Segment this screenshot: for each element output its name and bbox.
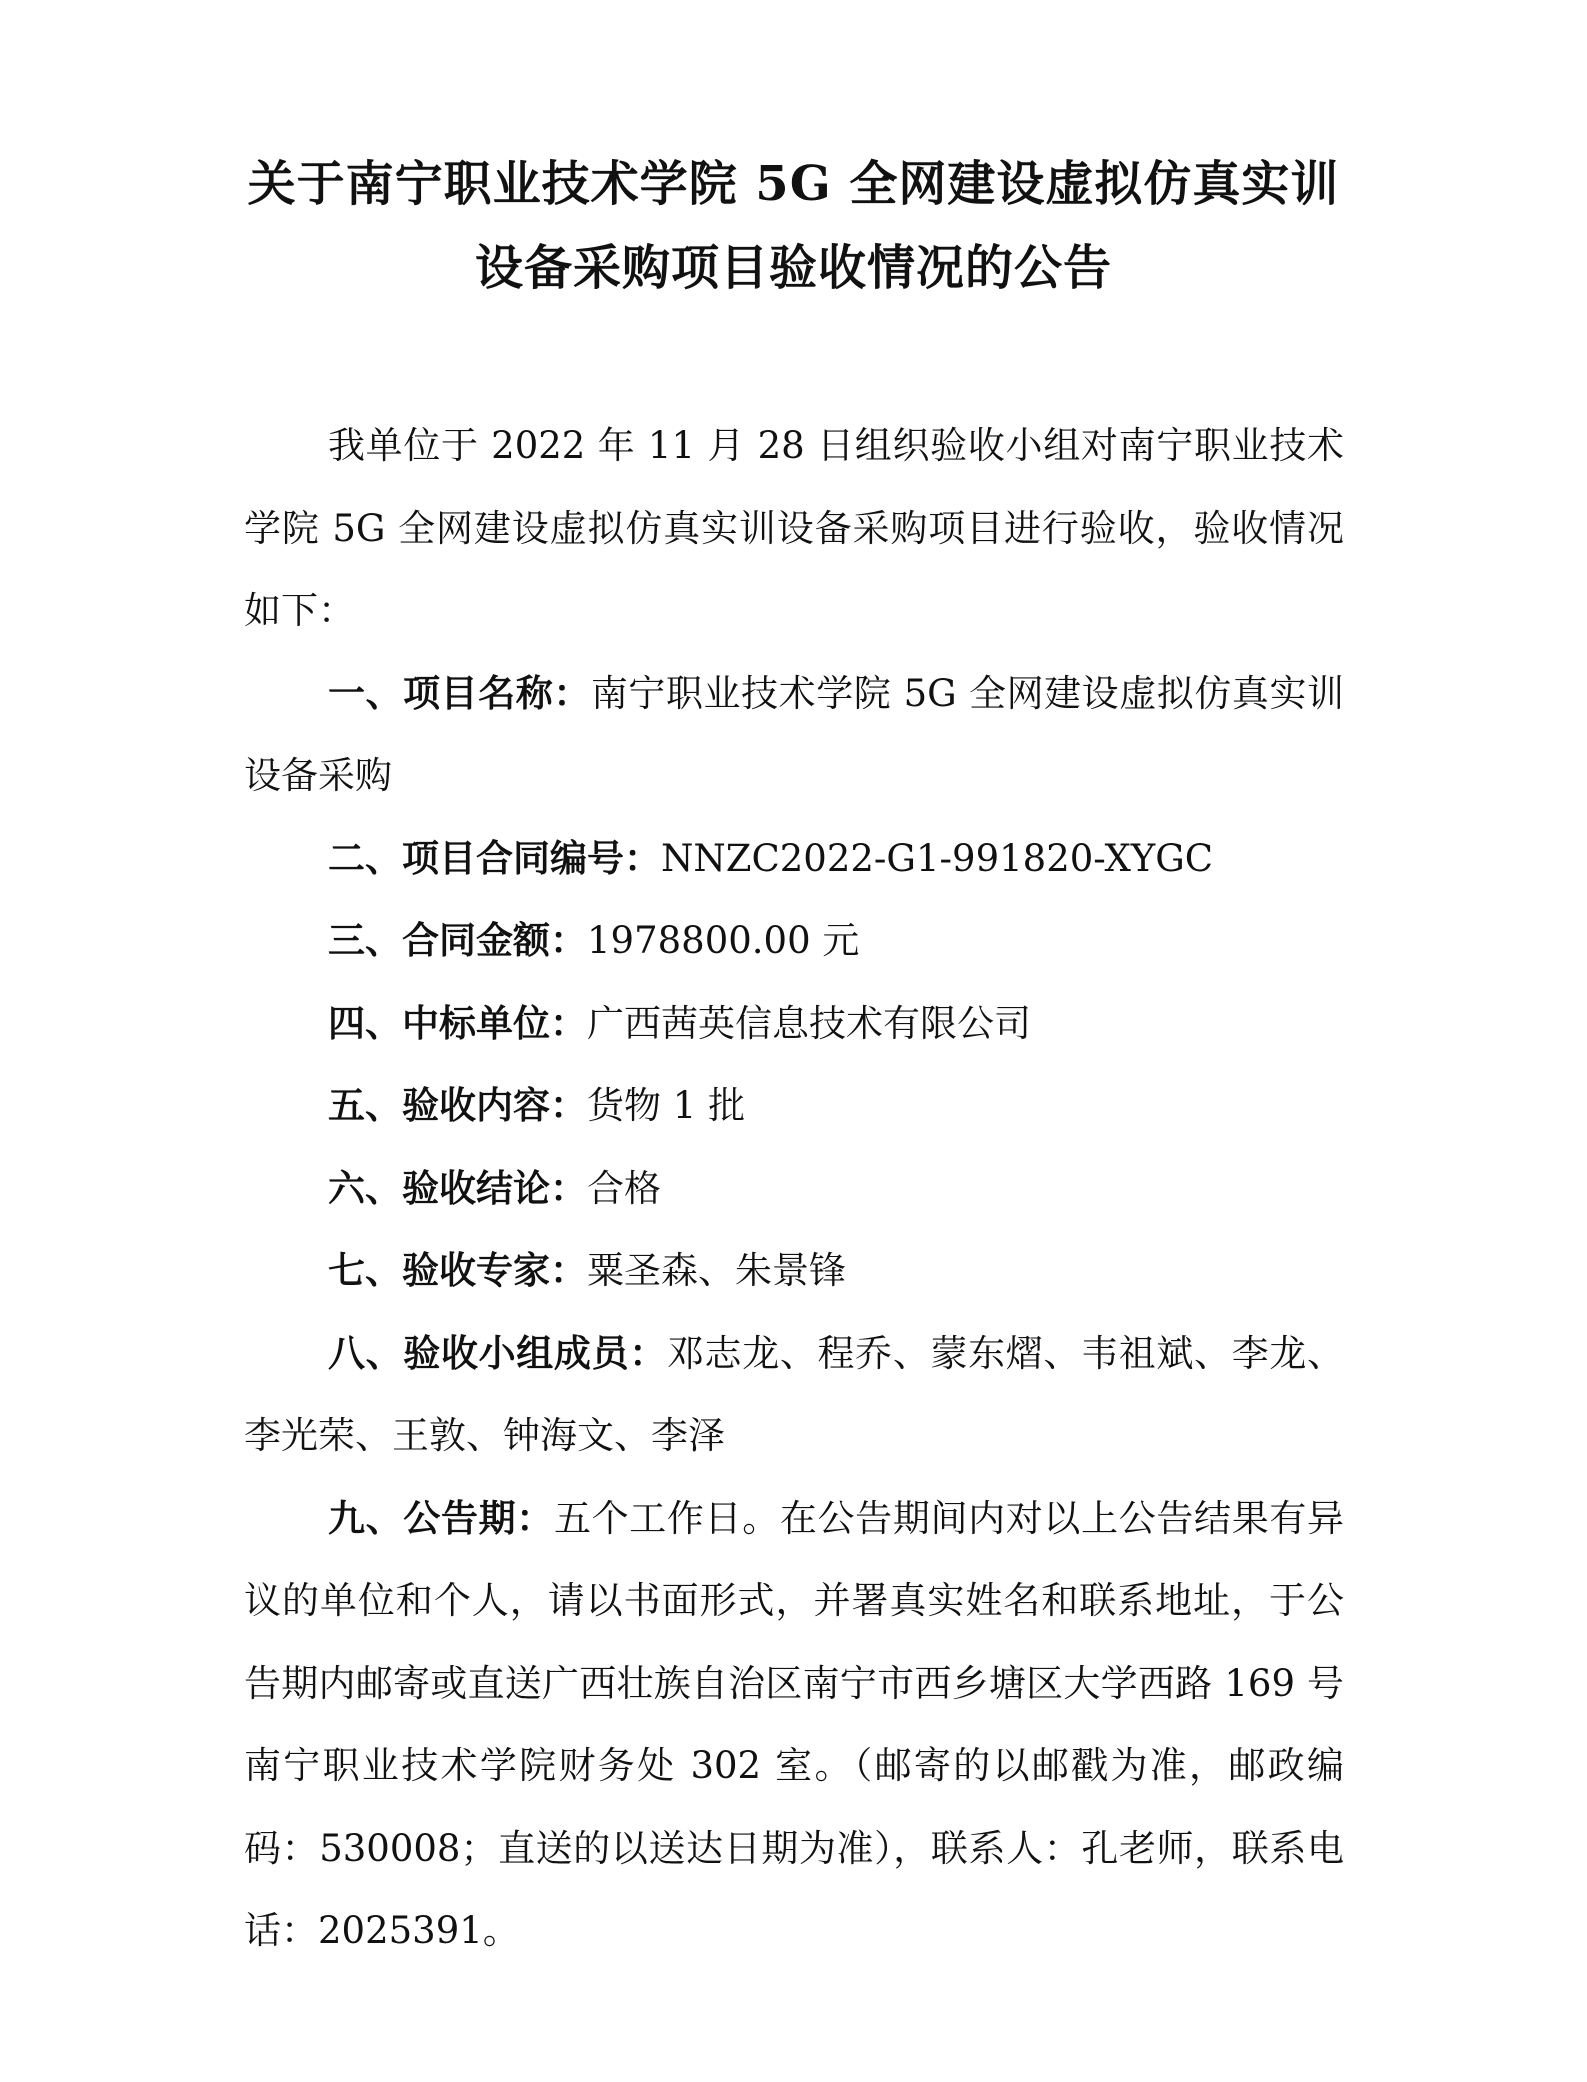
item-label: 五、验收内容：	[328, 1084, 587, 1127]
item-acceptance-content	[244, 1065, 1344, 1148]
item-label: 三、合同金额：	[328, 919, 587, 962]
item-label: 九、公告期：	[328, 1496, 554, 1540]
item-value: 南宁职业技术学院 5G 全网建设虚拟仿真实训设备采购	[244, 671, 1344, 797]
intro-paragraph: 我单位于 2022 年 11 月 28 日组织验收小组对南宁职业技术学院 5G 全网建设虚拟仿真实训设备采购项目进行验收，验收情况如下：	[244, 424, 1344, 632]
item-label: 二、项目合同编号：	[328, 836, 661, 880]
item-project-name	[244, 653, 1344, 818]
item-notice-period	[244, 1478, 1344, 1973]
item-team-members	[244, 1313, 1344, 1478]
item-acceptance-conclusion	[244, 1148, 1344, 1231]
item-label: 六、验收结论：	[328, 1166, 587, 1210]
item-value: NNZC2022-G1-991820-XYGC	[661, 836, 1214, 880]
item-contract-number	[244, 818, 1344, 901]
item-value: 广西茜英信息技术有限公司	[587, 1001, 1031, 1045]
title-line-1: 关于南宁职业技术学院 5G 全网建设虚拟仿真实训	[247, 156, 1340, 212]
item-value: 粟圣森、朱景锋	[587, 1249, 846, 1292]
item-value: 合格	[587, 1166, 661, 1210]
item-acceptance-experts	[244, 1230, 1344, 1313]
item-label: 四、中标单位：	[328, 1001, 587, 1045]
item-label: 一、项目名称：	[328, 671, 591, 715]
title-line-2: 设备采购项目验收情况的公告	[474, 240, 1112, 296]
item-contract-amount	[244, 900, 1344, 983]
item-label: 八、验收小组成员：	[328, 1331, 667, 1375]
item-winning-bidder	[244, 983, 1344, 1066]
item-value: 1978800.00 元	[587, 919, 860, 962]
document-body	[244, 405, 1344, 1973]
item-value: 邓志龙、程乔、蒙东熠、韦祖斌、李龙、李光荣、王敦、钟海文、李泽	[244, 1331, 1345, 1457]
item-value: 五个工作日。在公告期间内对以上公告结果有异议的单位和个人，请以书面形式，并署真实姓名和联系地址，于公告期内邮寄或直送广西壮族自治区南宁市西乡塘区大学西路 169 号南宁职业技术学院财务处 302 室。（邮寄的以邮戳为准，邮政编码：530008；直送的以送达日期为准），联系人：孔老师，联系电话：2025391。	[244, 1496, 1345, 1952]
item-label: 七、验收专家：	[328, 1249, 587, 1292]
item-value: 货物 1 批	[587, 1084, 746, 1127]
